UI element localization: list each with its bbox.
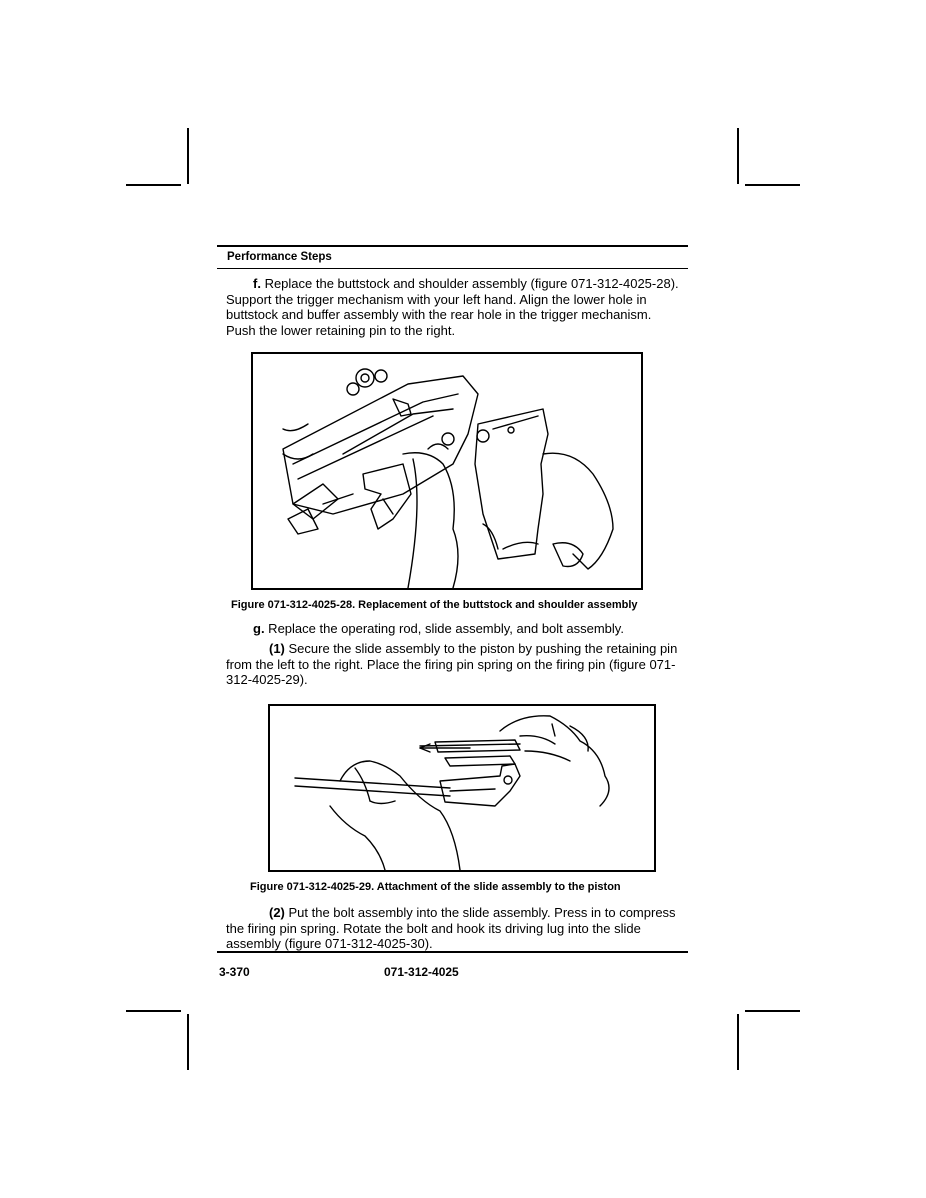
header-bottom-rule [217, 268, 688, 269]
step-f-text: Replace the buttstock and shoulder assembly (figure 071-312-4025-28). Support the trigger mechanism with your left hand. Align the lower hole in buttstock and buffer assembly with the rear hole in the trigger mechanism. Push the lower retaining pin to the right. [226, 276, 679, 338]
crop-mark-top-left-vertical [187, 128, 189, 184]
crop-mark-bottom-left-horizontal [126, 1010, 181, 1012]
crop-mark-top-right-horizontal [745, 184, 800, 186]
crop-mark-top-left-horizontal [126, 184, 181, 186]
footer-rule [217, 951, 688, 953]
figure-29-drawing [270, 706, 654, 870]
task-number: 071-312-4025 [384, 965, 459, 979]
figure-28-illustration [251, 352, 643, 590]
crop-mark-bottom-right-vertical [737, 1014, 739, 1070]
step-g2-marker: (2) [269, 905, 285, 920]
crop-mark-bottom-left-vertical [187, 1014, 189, 1070]
step-f-marker: f. [253, 276, 261, 291]
figure-29-caption: Figure 071-312-4025-29. Attachment of the slide assembly to the piston [250, 881, 621, 893]
step-g2-text: Put the bolt assembly into the slide assembly. Press in to compress the firing pin spring. Rotate the bolt and hook its driving lug into the slide assembly (figure 071-312-4025-30). [226, 905, 676, 952]
step-g-marker: g. [253, 621, 265, 636]
crop-mark-bottom-right-horizontal [745, 1010, 800, 1012]
figure-28-drawing [253, 354, 641, 588]
step-g2-paragraph [226, 905, 681, 952]
figure-28-caption: Figure 071-312-4025-28. Replacement of the buttstock and shoulder assembly [231, 599, 638, 611]
figure-29-illustration [268, 704, 656, 872]
section-header: Performance Steps [227, 251, 332, 263]
crop-mark-top-right-vertical [737, 128, 739, 184]
step-f-paragraph [226, 276, 681, 338]
step-g1-marker: (1) [269, 641, 285, 656]
step-g-paragraph [226, 621, 681, 637]
step-g1-paragraph [226, 641, 681, 688]
step-g1-text: Secure the slide assembly to the piston by pushing the retaining pin from the left to the right. Place the firing pin spring on the firing pin (figure 071-312-4025-29). [226, 641, 678, 688]
header-top-rule [217, 245, 688, 247]
page-number: 3-370 [219, 965, 250, 979]
step-g-text: Replace the operating rod, slide assembly, and bolt assembly. [264, 621, 624, 636]
